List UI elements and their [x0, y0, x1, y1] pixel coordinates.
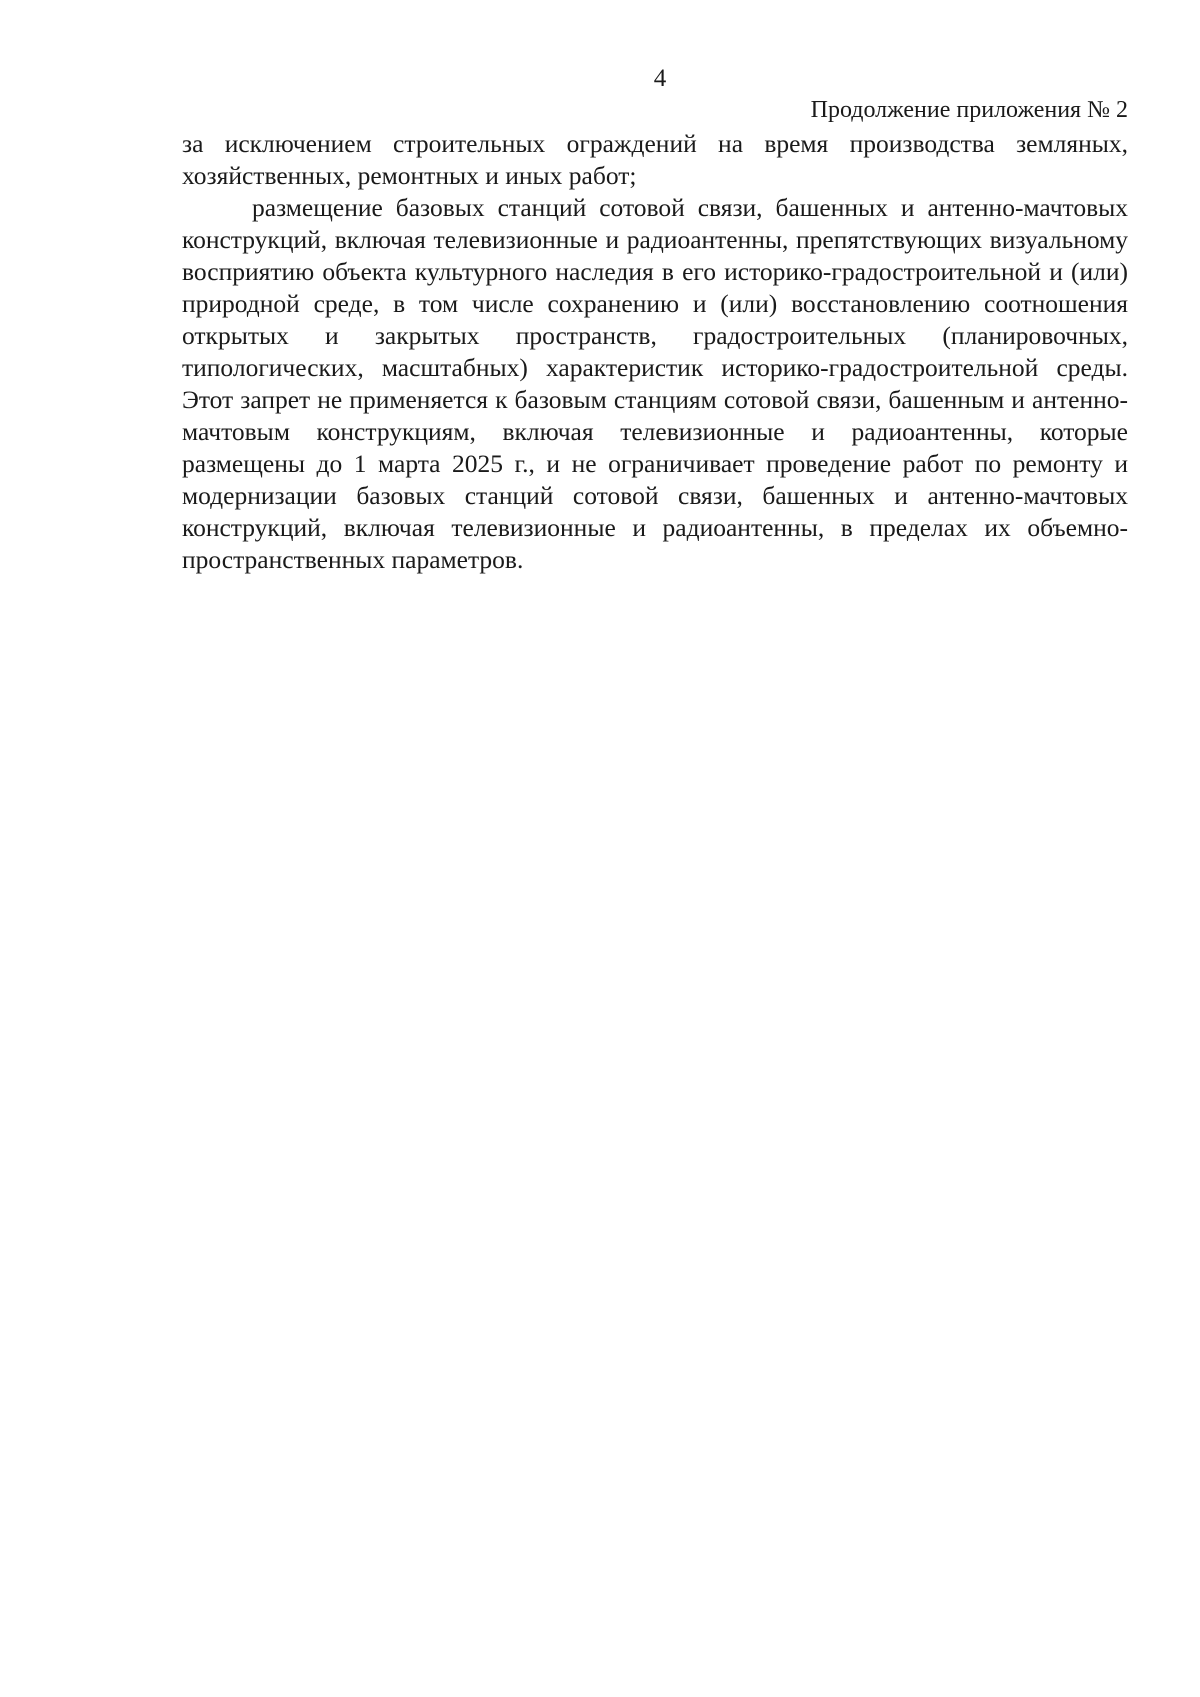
annex-continuation-note: Продолжение приложения № 2: [810, 97, 1128, 123]
paragraph-continuation: за исключением строительных ограждений на время производства земляных, хозяйственных, ремонтных и иных работ;: [182, 129, 1128, 190]
page-number: 4: [653, 65, 667, 92]
paragraph-base-stations: размещение базовых станций сотовой связи, башенных и антенно-мачтовых конструкций, включая телевизионные и радиоантенны, препятствующих визуальному восприятию объекта культурного наследия в его историко-градостроительной и (или) природной среде, в том числе сохранению и (или) восстановлению соотношения открытых и закрытых пространств, градостроительных (планировочных, типологических, масштабных) характеристик историко-градостроительной среды. Этот запрет не применяется к базовым станциям сотовой связи, башенным и антенно-мачтовым конструкциям, включая телевизионные и радиоантенны, которые размещены до 1 марта 2025 г., и не ограничивает проведение работ по ремонту и модернизации базовых станций сотовой связи, башенных и антенно-мачтовых конструкций, включая телевизионные и радиоантенны, в пределах их объемно-пространственных параметров.: [182, 193, 1128, 574]
body-text: [182, 128, 1128, 576]
